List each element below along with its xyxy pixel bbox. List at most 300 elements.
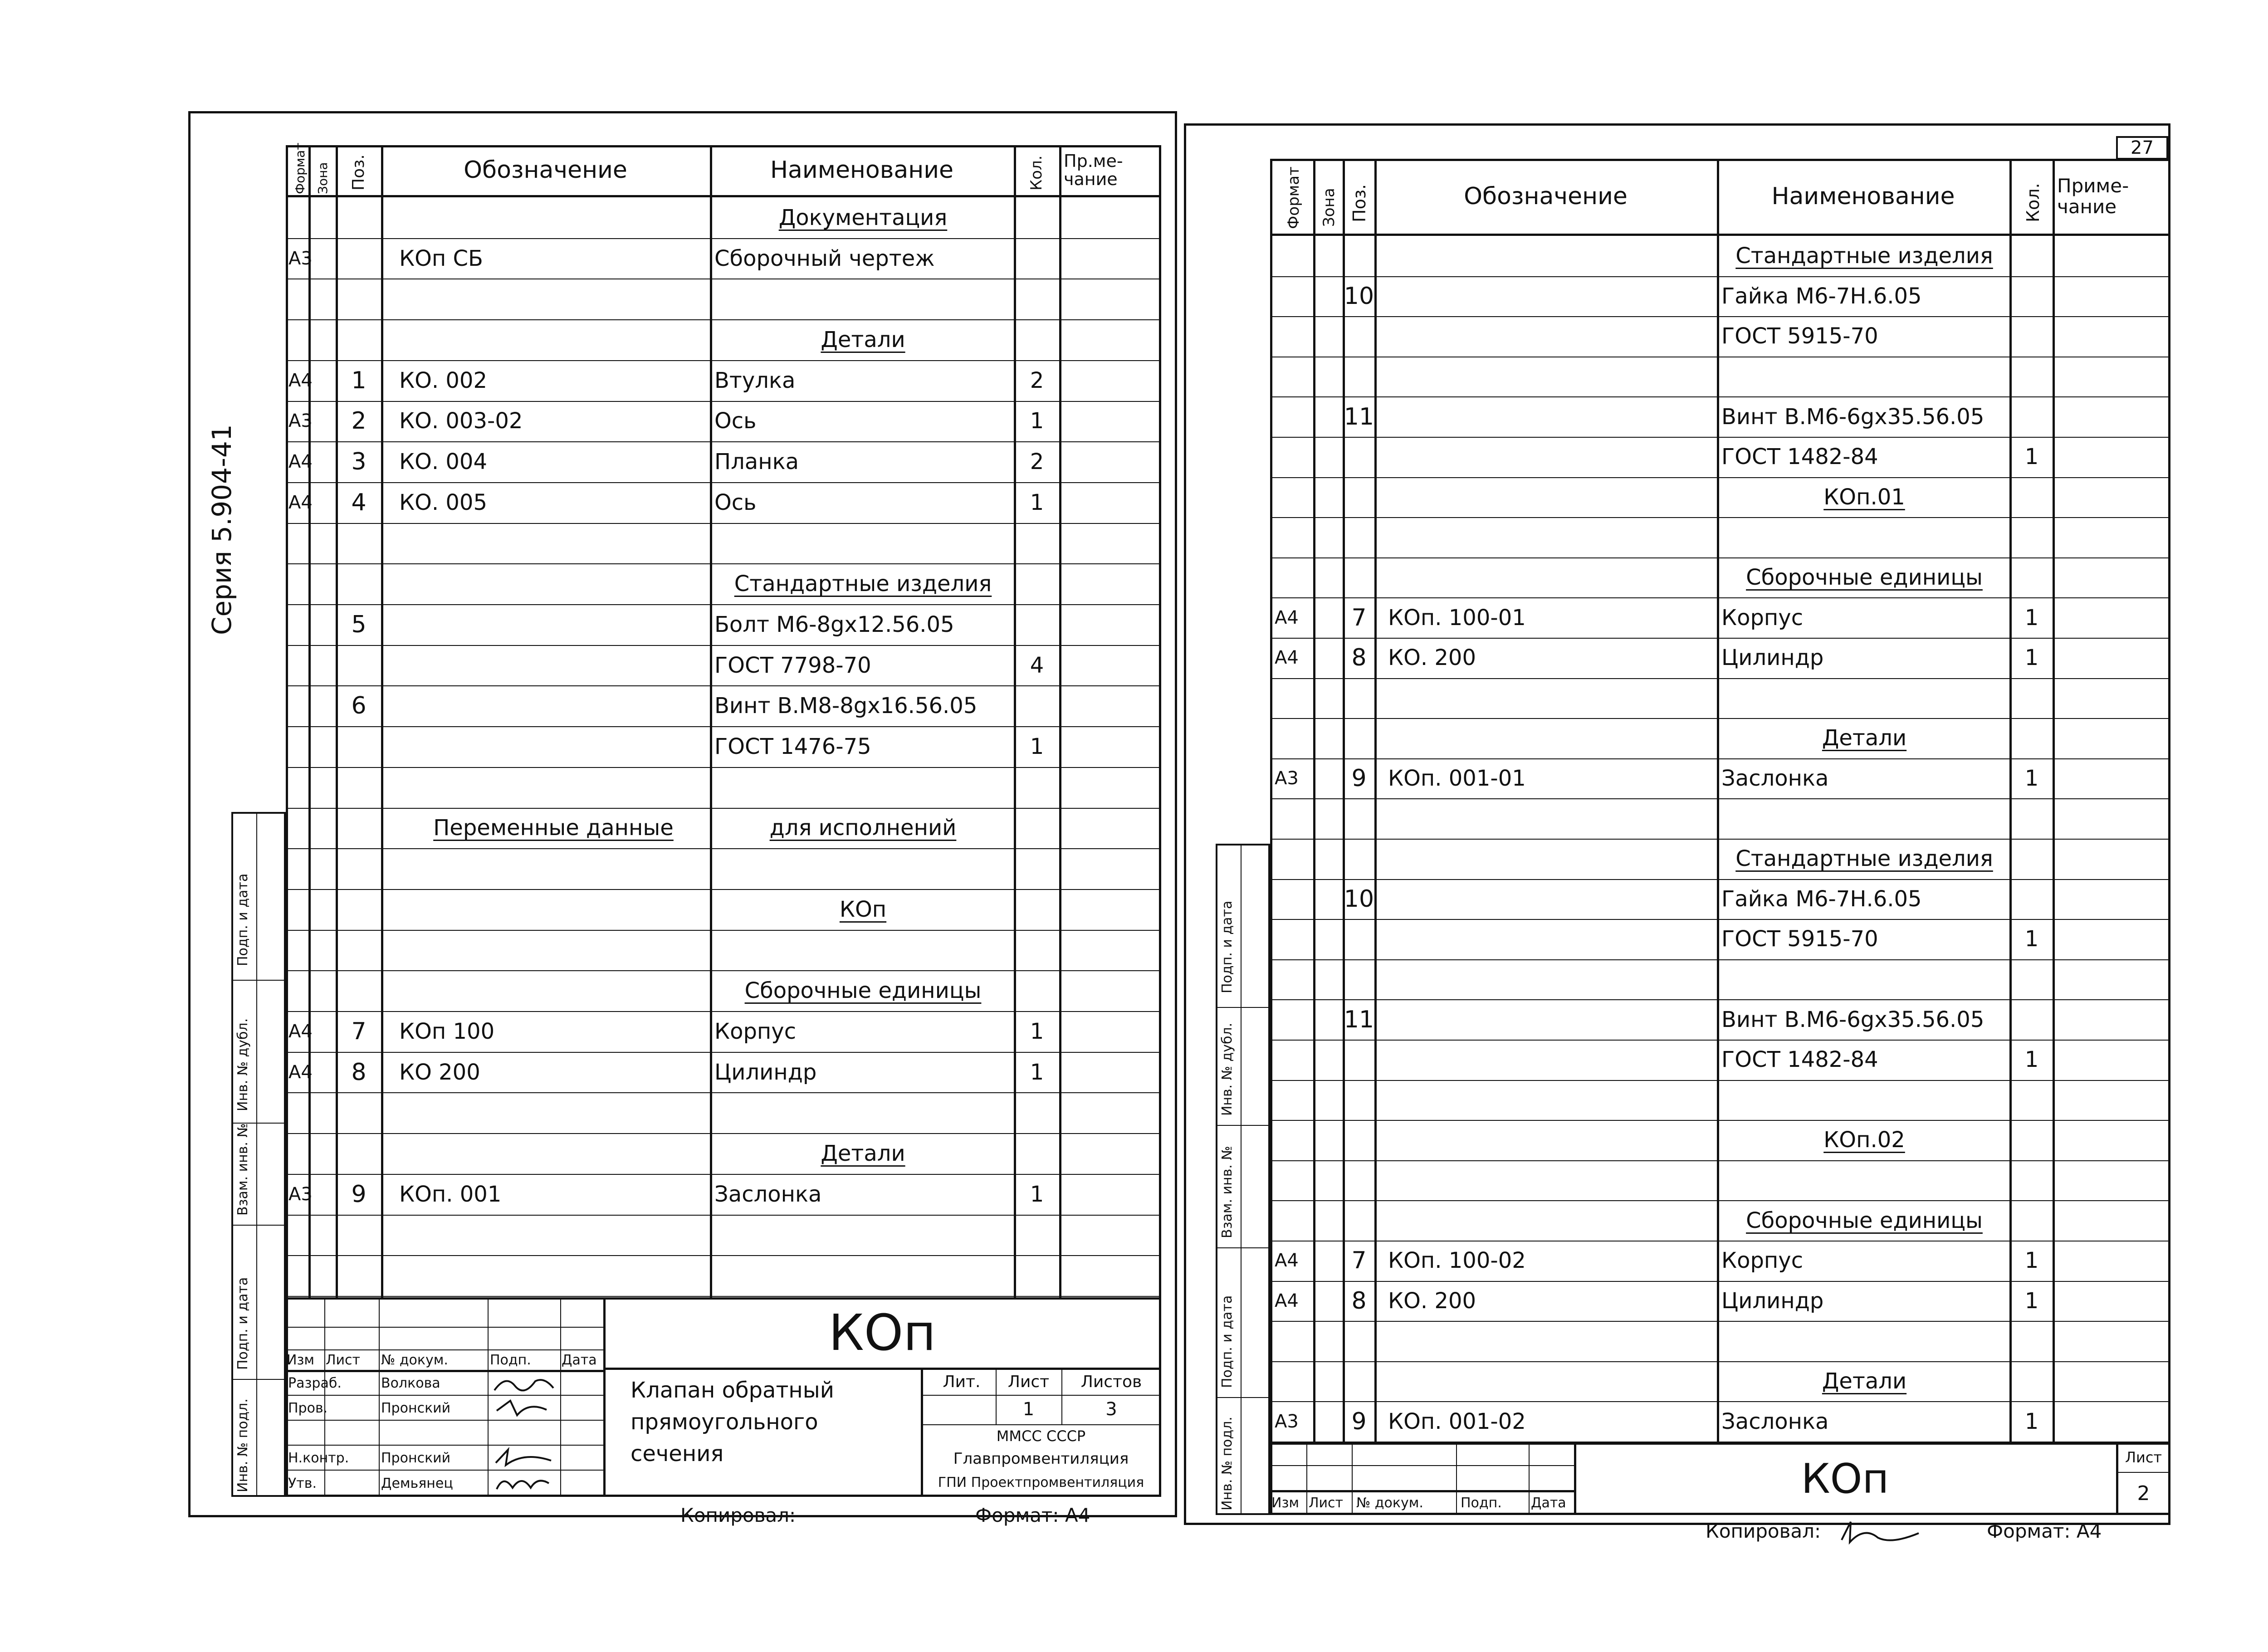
row-name: Винт В.М6-6gх35.56.05 — [1721, 1007, 1984, 1032]
row-name: Винт В.М6-6gх35.56.05 — [1721, 404, 1984, 430]
row-quantity — [1016, 197, 1058, 238]
row-name — [1721, 798, 2007, 839]
sheets-total: 3 — [1105, 1399, 1117, 1420]
row-name — [1721, 1080, 2007, 1120]
row-position — [1345, 919, 1373, 959]
lit-label: Лит. — [943, 1372, 981, 1391]
row-format: А4 — [1275, 1250, 1299, 1271]
row-position — [338, 808, 380, 849]
row-position — [338, 726, 380, 767]
col-sign: Подп. — [490, 1352, 531, 1368]
row-name — [1721, 959, 2007, 1000]
row-quantity — [2012, 1080, 2052, 1120]
row-designation — [1388, 1361, 1715, 1402]
row-name: ГОСТ 5915-70 — [1721, 323, 1878, 349]
row-format — [288, 1255, 308, 1296]
row-name: Гайка М6-7Н.6.05 — [1721, 283, 1922, 309]
row-quantity — [1016, 889, 1058, 930]
row-name: Заслонка — [1721, 1408, 1829, 1434]
row-quantity: 1 — [2024, 605, 2039, 630]
row-designation — [1388, 999, 1715, 1040]
col-izm: Изм — [287, 1352, 315, 1368]
row-format — [1275, 1040, 1312, 1080]
row-format — [288, 726, 308, 767]
row-quantity — [1016, 523, 1058, 564]
row-designation: КО 200 — [399, 1059, 480, 1085]
row-designation — [399, 726, 708, 767]
row-format — [1275, 276, 1312, 317]
row-format — [1275, 718, 1312, 758]
row-quantity — [2012, 1160, 2052, 1201]
row-quantity: 1 — [2024, 1288, 2039, 1314]
row-name: Корпус — [1721, 605, 1804, 630]
row-name: Втулка — [714, 367, 796, 393]
col-list: Лист — [326, 1352, 361, 1368]
row-designation — [1388, 557, 1715, 598]
row-quantity — [1016, 279, 1058, 319]
row-format: А4 — [1275, 647, 1299, 669]
row-position — [338, 767, 380, 808]
row-quantity — [2012, 959, 2052, 1000]
stamp-sign-date-1: Подп. и дата — [235, 873, 251, 966]
row-name: КОп.02 — [1823, 1127, 1905, 1153]
col-izm: Изм — [1271, 1495, 1300, 1511]
row-format — [288, 1215, 308, 1256]
row-designation — [1388, 437, 1715, 477]
right-page-number: 27 — [2131, 137, 2154, 158]
row-name: КОп — [839, 896, 887, 922]
row-name: ГОСТ 1476-75 — [714, 733, 871, 759]
row-designation — [399, 767, 708, 808]
role-nkontr: Н.контр. — [288, 1450, 349, 1466]
row-quantity: 1 — [2024, 1408, 2039, 1434]
row-position — [1345, 1361, 1373, 1402]
row-position — [1345, 1321, 1373, 1361]
row-designation — [399, 685, 708, 726]
header-qty: Кол. — [2023, 183, 2043, 222]
signature-1 — [492, 1372, 556, 1394]
row-quantity — [1016, 767, 1058, 808]
row-format: А4 — [288, 370, 313, 391]
row-designation: КО. 005 — [399, 489, 487, 515]
row-designation — [399, 645, 708, 686]
row-designation: КОп. 100-02 — [1388, 1248, 1526, 1274]
stamp-sign-date-2: Подп. и дата — [235, 1277, 251, 1370]
row-format: А3 — [288, 248, 313, 269]
row-designation — [399, 970, 708, 1011]
row-designation — [399, 604, 708, 645]
row-format — [288, 1092, 308, 1133]
row-position — [1345, 798, 1373, 839]
row-name: Гайка М6-7Н.6.05 — [1721, 886, 1922, 912]
row-name: Ось — [714, 489, 757, 515]
row-quantity — [2012, 1361, 2052, 1402]
row-format — [288, 197, 308, 238]
row-quantity — [2012, 276, 2052, 317]
row-position: 2 — [351, 407, 367, 435]
signature-3 — [492, 1447, 556, 1469]
row-quantity: 1 — [1030, 1181, 1044, 1207]
row-name: Корпус — [714, 1018, 797, 1044]
header-qty: Кол. — [1027, 155, 1046, 191]
row-designation — [399, 1092, 708, 1133]
row-format — [288, 767, 308, 808]
row-quantity: 1 — [2024, 926, 2039, 952]
row-name: Детали — [1822, 1369, 1907, 1394]
row-position — [1345, 357, 1373, 397]
row-designation — [399, 1133, 708, 1174]
row-designation — [1388, 798, 1715, 839]
row-quantity — [1016, 685, 1058, 726]
col-doc: № докум. — [381, 1352, 448, 1368]
org-3: ГПИ Проектпромвентиляция — [938, 1474, 1144, 1491]
row-position — [338, 523, 380, 564]
row-name: Сборочный чертеж — [714, 245, 935, 271]
row-format — [1275, 236, 1312, 276]
row-quantity — [2012, 718, 2052, 758]
row-format: А4 — [288, 1061, 313, 1083]
row-name — [714, 848, 1012, 889]
row-designation — [1388, 1200, 1715, 1241]
row-position: 11 — [1344, 1006, 1374, 1033]
stamp-inv-dubl: Инв. № дубл. — [1219, 1022, 1235, 1116]
row-format: А4 — [288, 1021, 313, 1042]
row-name: ГОСТ 5915-70 — [1721, 926, 1878, 952]
right-sheet-label: Лист — [2125, 1449, 2162, 1466]
row-name: Болт М6-8gх12.56.05 — [714, 611, 954, 637]
row-format — [288, 604, 308, 645]
row-position — [1345, 557, 1373, 598]
row-quantity: 1 — [1030, 733, 1044, 759]
row-designation — [399, 563, 708, 604]
row-position — [338, 1092, 380, 1133]
row-position: 7 — [1351, 604, 1367, 631]
row-position — [1345, 1160, 1373, 1201]
row-format — [1275, 1080, 1312, 1120]
row-name: ГОСТ 1482-84 — [1721, 444, 1878, 470]
row-quantity — [2012, 798, 2052, 839]
row-position — [1345, 718, 1373, 758]
row-format — [1275, 1200, 1312, 1241]
row-position — [338, 1255, 380, 1296]
row-divider — [286, 1296, 1161, 1297]
row-position: 5 — [351, 611, 367, 638]
row-designation — [1388, 879, 1715, 919]
row-name — [714, 523, 1012, 564]
row-name: Стандартные изделия — [1735, 846, 1993, 872]
row-quantity — [2012, 839, 2052, 879]
row-quantity — [2012, 517, 2052, 557]
row-format: А3 — [1275, 768, 1299, 789]
row-position: 3 — [351, 448, 367, 476]
sheets-label: Листов — [1080, 1372, 1142, 1391]
row-quantity — [2012, 357, 2052, 397]
row-name: Стандартные изделия — [1735, 243, 1993, 269]
left-copied-label: Копировал: — [680, 1504, 796, 1526]
row-quantity — [2012, 879, 2052, 919]
row-position — [1345, 839, 1373, 879]
row-quantity: 4 — [1030, 652, 1044, 678]
row-position: 9 — [1351, 1408, 1367, 1435]
row-position — [1345, 517, 1373, 557]
stamp-sign-date-2: Подп. и дата — [1219, 1295, 1235, 1388]
col-date: Дата — [1531, 1495, 1566, 1511]
row-designation — [399, 889, 708, 930]
row-designation — [399, 279, 708, 319]
row-name: Сборочные единицы — [1746, 565, 1983, 591]
sheet-label: Лист — [1007, 1372, 1050, 1391]
row-position: 9 — [1351, 765, 1367, 792]
row-designation: КОп 100 — [399, 1018, 495, 1044]
row-quantity — [2012, 316, 2052, 357]
row-quantity — [1016, 1092, 1058, 1133]
stamp-inv-podl: Инв. № подл. — [1219, 1417, 1235, 1510]
row-position: 6 — [351, 692, 367, 720]
row-format: А3 — [288, 411, 313, 432]
org-1: ММСС СССР — [996, 1427, 1086, 1445]
row-position — [338, 197, 380, 238]
row-format — [288, 930, 308, 971]
row-format: А4 — [288, 492, 313, 513]
row-name: Винт В.М8-8gх16.56.05 — [714, 693, 978, 719]
org-2: Главпромвентиляция — [953, 1450, 1129, 1468]
row-designation — [1388, 1040, 1715, 1080]
row-designation: КОп. 100-01 — [1388, 605, 1526, 630]
row-quantity — [1016, 848, 1058, 889]
row-format — [1275, 678, 1312, 718]
row-format — [1275, 1321, 1312, 1361]
row-quantity: 2 — [1030, 449, 1044, 475]
row-position: 8 — [1351, 1287, 1367, 1315]
row-name: Сборочные единицы — [744, 978, 982, 1004]
left-doc-code: КОп — [828, 1303, 936, 1362]
row-format — [1275, 1120, 1312, 1160]
row-quantity — [1016, 319, 1058, 360]
row-quantity — [2012, 236, 2052, 276]
row-quantity — [1016, 604, 1058, 645]
row-name — [1721, 357, 2007, 397]
header-designation: Обозначение — [464, 156, 627, 184]
row-name: Сборочные единицы — [1746, 1207, 1983, 1233]
col-doc: № докум. — [1356, 1495, 1423, 1511]
row-format — [288, 645, 308, 686]
row-quantity — [1016, 563, 1058, 604]
row-name: ГОСТ 1482-84 — [1721, 1047, 1878, 1073]
row-format — [288, 279, 308, 319]
header-pos: Поз. — [349, 154, 368, 191]
row-position — [1345, 1080, 1373, 1120]
row-designation — [1388, 919, 1715, 959]
row-position — [338, 1215, 380, 1256]
row-name: для исполнений — [769, 815, 957, 841]
row-quantity: 1 — [2024, 1047, 2039, 1073]
role-razrab: Разраб. — [288, 1375, 342, 1391]
row-quantity — [2012, 1200, 2052, 1241]
row-position — [1345, 236, 1373, 276]
row-position — [1345, 959, 1373, 1000]
row-format — [288, 563, 308, 604]
row-designation: КОп. 001 — [399, 1181, 502, 1207]
role-prov: Пров. — [288, 1400, 328, 1416]
row-name — [714, 1215, 1012, 1256]
row-designation — [1388, 316, 1715, 357]
row-quantity — [2012, 396, 2052, 437]
left-doc-title: Клапан обратный прямоугольного сечения — [631, 1378, 834, 1466]
row-quantity — [1016, 1133, 1058, 1174]
row-designation — [399, 848, 708, 889]
series-label: Серия 5.904-41 — [206, 424, 237, 635]
row-name — [714, 930, 1012, 971]
row-position — [338, 970, 380, 1011]
row-position: 7 — [351, 1017, 367, 1045]
row-designation — [1388, 1160, 1715, 1201]
row-designation: КОп. 001-01 — [1388, 766, 1526, 792]
row-position: 1 — [351, 367, 367, 394]
row-designation — [1388, 1321, 1715, 1361]
row-position — [338, 930, 380, 971]
row-position — [1345, 477, 1373, 518]
row-position — [338, 645, 380, 686]
row-designation: КО. 200 — [1388, 645, 1476, 671]
row-designation — [399, 1215, 708, 1256]
row-name: Заслонка — [1721, 766, 1829, 792]
row-position — [1345, 437, 1373, 477]
row-quantity — [1016, 930, 1058, 971]
row-position — [338, 238, 380, 279]
row-quantity — [1016, 1255, 1058, 1296]
row-designation — [399, 930, 708, 971]
right-format-label: Формат: А4 — [1987, 1520, 2102, 1542]
row-format: А3 — [288, 1183, 313, 1205]
row-format — [1275, 357, 1312, 397]
row-name — [714, 767, 1012, 808]
row-name: Цилиндр — [1721, 1288, 1824, 1314]
header-zone: Зона — [1320, 188, 1338, 227]
row-format: А4 — [1275, 1290, 1299, 1311]
row-designation: КОп. 001-02 — [1388, 1408, 1526, 1434]
sheet-num: 1 — [1022, 1399, 1035, 1420]
role-utv: Утв. — [288, 1475, 317, 1491]
row-name: КОп.01 — [1823, 484, 1905, 510]
row-designation: КО. 004 — [399, 449, 487, 475]
row-position — [338, 848, 380, 889]
row-name: Детали — [821, 1140, 905, 1166]
stamp-vzam-inv: Взам. инв. № — [235, 1123, 251, 1216]
row-designation — [1388, 396, 1715, 437]
signature-2 — [492, 1397, 556, 1419]
row-quantity: 2 — [1030, 367, 1044, 393]
row-quantity — [1016, 1215, 1058, 1256]
person-utv: Демьянец — [381, 1475, 453, 1491]
row-format: А4 — [1275, 607, 1299, 628]
right-copied-label: Копировал: — [1706, 1520, 1821, 1542]
header-format: Формат — [293, 142, 308, 194]
row-format — [288, 970, 308, 1011]
row-quantity: 1 — [2024, 444, 2039, 470]
row-designation — [1388, 1080, 1715, 1120]
row-position: 9 — [351, 1180, 367, 1208]
row-name — [714, 279, 1012, 319]
row-position: 4 — [351, 489, 367, 516]
row-name: Стандартные изделия — [734, 571, 992, 597]
row-designation — [1388, 357, 1715, 397]
row-position — [1345, 1040, 1373, 1080]
row-format: А3 — [1275, 1411, 1299, 1432]
row-format — [1275, 517, 1312, 557]
row-format — [288, 319, 308, 360]
stamp-vzam-inv: Взам. инв. № — [1219, 1146, 1235, 1238]
row-designation — [1388, 839, 1715, 879]
row-name: Корпус — [1721, 1248, 1804, 1274]
row-position — [338, 889, 380, 930]
row-designation — [1388, 718, 1715, 758]
row-quantity — [2012, 1321, 2052, 1361]
row-format — [288, 848, 308, 889]
row-format — [1275, 477, 1312, 518]
row-format — [1275, 959, 1312, 1000]
row-designation: Переменные данные — [433, 815, 674, 841]
row-position — [1345, 1200, 1373, 1241]
header-note: Приме-чание — [2057, 174, 2129, 218]
row-quantity: 1 — [1030, 408, 1044, 434]
row-designation — [1388, 236, 1715, 276]
row-quantity — [1016, 808, 1058, 849]
person-razrab: Волкова — [381, 1375, 440, 1391]
row-quantity: 1 — [2024, 645, 2039, 671]
signature-4 — [492, 1472, 556, 1494]
row-name: Цилиндр — [1721, 645, 1824, 671]
row-quantity: 1 — [1030, 1059, 1044, 1085]
row-name — [714, 1092, 1012, 1133]
row-format — [288, 1133, 308, 1174]
person-nkontr: Пронский — [381, 1450, 451, 1466]
row-format — [1275, 999, 1312, 1040]
row-designation — [1388, 276, 1715, 317]
row-name: Цилиндр — [714, 1059, 817, 1085]
stamp-sign-date-1: Подп. и дата — [1219, 900, 1235, 993]
row-designation — [399, 523, 708, 564]
row-designation: КО. 002 — [399, 367, 487, 393]
row-format — [1275, 557, 1312, 598]
right-copier-signature — [1837, 1517, 1928, 1549]
row-format — [1275, 839, 1312, 879]
row-name — [1721, 678, 2007, 718]
row-format — [288, 889, 308, 930]
row-designation — [1388, 678, 1715, 718]
row-position: 8 — [351, 1058, 367, 1086]
row-designation: КОп СБ — [399, 245, 483, 271]
row-format — [288, 808, 308, 849]
row-position — [1345, 678, 1373, 718]
row-quantity — [2012, 557, 2052, 598]
row-name: Документация — [778, 205, 948, 230]
row-name: ГОСТ 7798-70 — [714, 652, 871, 678]
header-format: Формат — [1285, 166, 1303, 229]
row-format — [1275, 919, 1312, 959]
row-position — [338, 319, 380, 360]
person-prov: Пронский — [381, 1400, 451, 1416]
row-position — [1345, 1120, 1373, 1160]
row-format — [1275, 879, 1312, 919]
row-name: Планка — [714, 449, 799, 475]
row-name: Заслонка — [714, 1181, 822, 1207]
row-quantity — [2012, 1120, 2052, 1160]
row-quantity: 1 — [1030, 1018, 1044, 1044]
row-designation — [399, 197, 708, 238]
row-name: Детали — [1822, 725, 1907, 751]
row-quantity: 1 — [1030, 489, 1044, 515]
row-position — [338, 563, 380, 604]
